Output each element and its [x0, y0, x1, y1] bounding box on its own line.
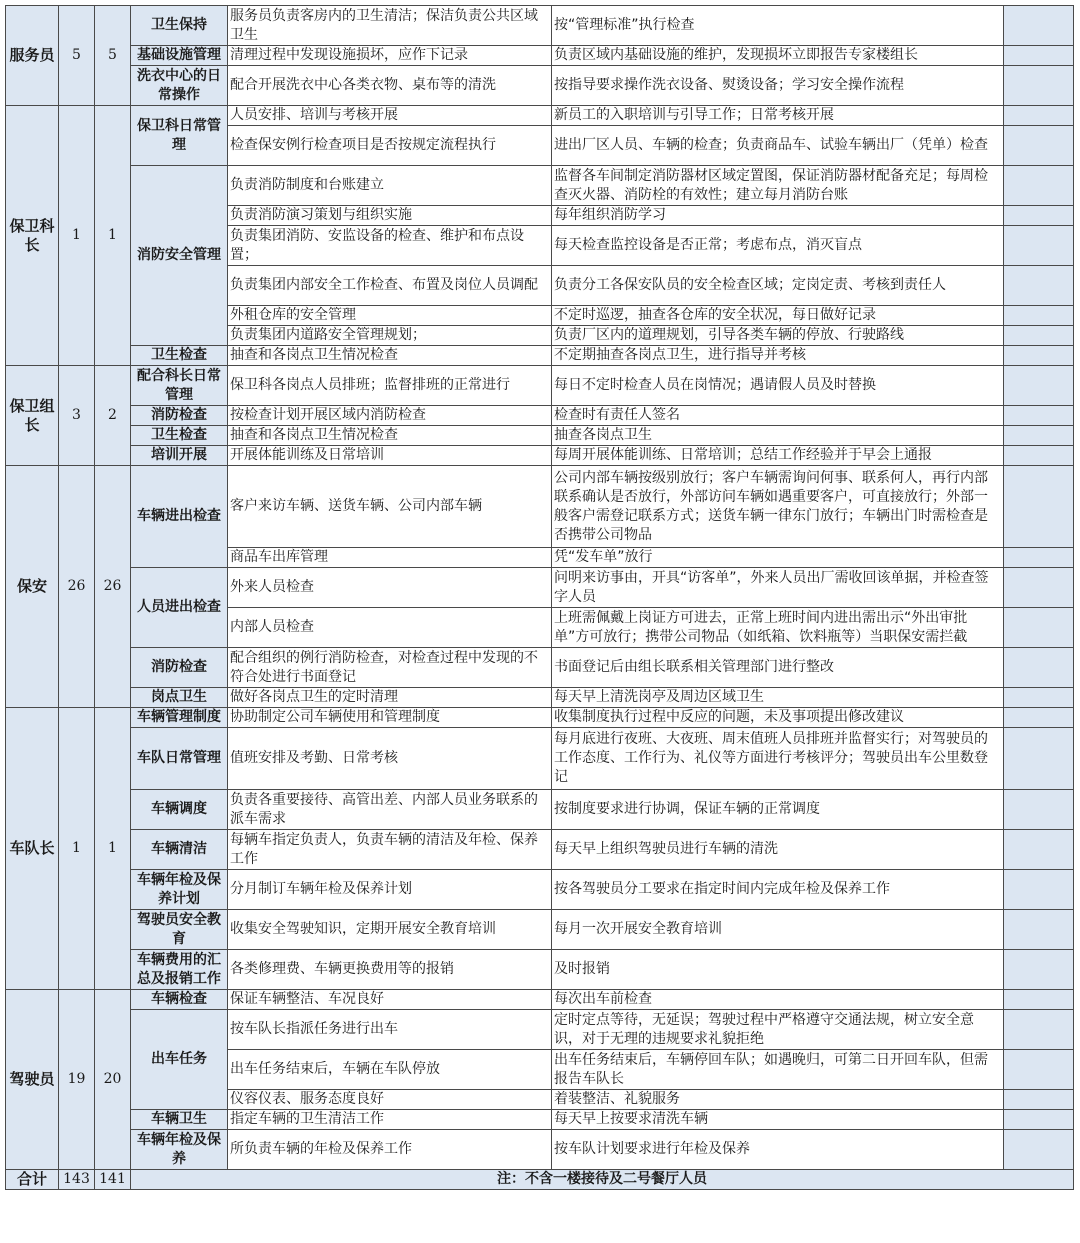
duty-category-cell: 消防检查 — [131, 406, 228, 426]
duty-task-cell: 出车任务结束后，车辆在车队停放 — [228, 1050, 552, 1090]
headcount-cell: 5 — [59, 6, 95, 106]
table-row — [6, 66, 1074, 106]
table-row — [6, 568, 1074, 608]
blank-cell — [1004, 206, 1074, 226]
duty-category-cell: 车辆检查 — [131, 990, 228, 1010]
blank-cell — [1004, 106, 1074, 126]
duty-task-cell: 检查保安例行检查项目是否按规定流程执行 — [228, 126, 552, 166]
table-row — [6, 446, 1074, 466]
blank-cell — [1004, 306, 1074, 326]
table-row — [6, 870, 1074, 910]
duty-category-cell: 出车任务 — [131, 1010, 228, 1110]
duty-task-cell: 清理过程中发现设施损坏，应作下记录 — [228, 46, 552, 66]
duty-standard-cell: 公司内部车辆按级别放行；客户车辆需询问何事、联系何人，再行内部联系确认是否放行，外部访问车辆如遇重要客户，可直接放行；外部一般客户需登记联系方式；送货车辆一律东门放行；车辆出门时需检查是否携带公司物品 — [552, 466, 1004, 548]
table-row — [6, 728, 1074, 790]
blank-cell — [1004, 366, 1074, 406]
table-row — [6, 346, 1074, 366]
blank-cell — [1004, 870, 1074, 910]
duty-standard-cell: 按“管理标准”执行检查 — [552, 6, 1004, 46]
blank-cell — [1004, 346, 1074, 366]
duty-task-cell: 负责消防制度和台账建立 — [228, 166, 552, 206]
blank-cell — [1004, 1110, 1074, 1130]
duty-standard-cell: 检查时有责任人签名 — [552, 406, 1004, 426]
table-row — [6, 166, 1074, 206]
headcount-cell: 3 — [59, 366, 95, 466]
duty-standard-cell: 每年组织消防学习 — [552, 206, 1004, 226]
duty-standard-cell: 不定时巡逻，抽查各仓库的安全状况，每日做好记录 — [552, 306, 1004, 326]
blank-cell — [1004, 6, 1074, 46]
duty-category-cell: 配合科长日常管理 — [131, 366, 228, 406]
duty-standard-cell: 不定期抽查各岗点卫生，进行指导并考核 — [552, 346, 1004, 366]
duty-category-cell: 车辆卫生 — [131, 1110, 228, 1130]
headcount-cell: 26 — [59, 466, 95, 708]
total-note: 注：不含一楼接待及二号餐厅人员 — [131, 1170, 1074, 1190]
role-cell: 保安 — [6, 466, 59, 708]
table-row — [6, 950, 1074, 990]
duty-category-cell: 车辆年检及保养计划 — [131, 870, 228, 910]
duty-standard-cell: 每日不定时检查人员在岗情况；遇请假人员及时替换 — [552, 366, 1004, 406]
blank-cell — [1004, 1130, 1074, 1170]
blank-cell — [1004, 166, 1074, 206]
duty-standard-cell: 每天检查监控设备是否正常；考虑布点，消灭盲点 — [552, 226, 1004, 266]
duty-task-cell: 按车队长指派任务进行出车 — [228, 1010, 552, 1050]
duty-category-cell: 卫生检查 — [131, 426, 228, 446]
duty-category-cell: 车辆管理制度 — [131, 708, 228, 728]
blank-cell — [1004, 608, 1074, 648]
duty-task-cell: 保卫科各岗点人员排班；监督排班的正常进行 — [228, 366, 552, 406]
table-row — [6, 366, 1074, 406]
duty-task-cell: 指定车辆的卫生清洁工作 — [228, 1110, 552, 1130]
total-headcount: 143 — [59, 1170, 95, 1190]
table-row — [6, 1010, 1074, 1050]
table-row — [6, 990, 1074, 1010]
blank-cell — [1004, 950, 1074, 990]
table-row — [6, 648, 1074, 688]
headcount-cell: 26 — [95, 466, 131, 708]
duty-standard-cell: 每周开展体能训练、日常培训；总结工作经验并于早会上通报 — [552, 446, 1004, 466]
duty-standard-cell: 新员工的入职培训与引导工作；日常考核开展 — [552, 106, 1004, 126]
duty-category-cell: 培训开展 — [131, 446, 228, 466]
duty-task-cell: 负责集团内部安全工作检查、布置及岗位人员调配 — [228, 266, 552, 306]
blank-cell — [1004, 46, 1074, 66]
table-row — [6, 1130, 1074, 1170]
duty-category-cell: 车辆调度 — [131, 790, 228, 830]
table-row — [6, 790, 1074, 830]
duty-task-cell: 客户来访车辆、送货车辆、公司内部车辆 — [228, 466, 552, 548]
blank-cell — [1004, 66, 1074, 106]
duty-category-cell: 车辆费用的汇总及报销工作 — [131, 950, 228, 990]
duty-standard-cell: 每次出车前检查 — [552, 990, 1004, 1010]
table-row — [6, 910, 1074, 950]
duty-category-cell: 保卫科日常管理 — [131, 106, 228, 166]
duty-standard-cell: 监督各车间制定消防器材区域定置图，保证消防器材配备充足；每周检查灭火器、消防栓的有效性；建立每月消防台账 — [552, 166, 1004, 206]
blank-cell — [1004, 266, 1074, 306]
total-headcount: 141 — [95, 1170, 131, 1190]
blank-cell — [1004, 446, 1074, 466]
headcount-cell: 1 — [95, 106, 131, 366]
blank-cell — [1004, 708, 1074, 728]
blank-cell — [1004, 830, 1074, 870]
duty-standard-cell: 按制度要求进行协调，保证车辆的正常调度 — [552, 790, 1004, 830]
duty-task-cell: 各类修理费、车辆更换费用等的报销 — [228, 950, 552, 990]
headcount-cell: 1 — [59, 708, 95, 990]
duty-task-cell: 所负责车辆的年检及保养工作 — [228, 1130, 552, 1170]
blank-cell — [1004, 126, 1074, 166]
table-row — [6, 688, 1074, 708]
duty-standard-cell: 着装整洁、礼貌服务 — [552, 1090, 1004, 1110]
role-cell: 服务员 — [6, 6, 59, 106]
blank-cell — [1004, 728, 1074, 790]
duty-standard-cell: 负责区域内基础设施的维护，发现损坏立即报告专家楼组长 — [552, 46, 1004, 66]
headcount-cell: 1 — [59, 106, 95, 366]
duty-task-cell: 服务员负责客房内的卫生清洁；保洁负责公共区域卫生 — [228, 6, 552, 46]
blank-cell — [1004, 326, 1074, 346]
blank-cell — [1004, 1010, 1074, 1050]
duty-task-cell: 每辆车指定负责人，负责车辆的清洁及年检、保养工作 — [228, 830, 552, 870]
duty-task-cell: 保证车辆整洁、车况良好 — [228, 990, 552, 1010]
duty-category-cell: 车队日常管理 — [131, 728, 228, 790]
table-row — [6, 46, 1074, 66]
duty-category-cell: 驾驶员安全教育 — [131, 910, 228, 950]
staff-duty-table — [5, 5, 1074, 1190]
duty-standard-cell: 上班需佩戴上岗证方可进去，正常上班时间内进出需出示“外出审批单”方可放行；携带公司物品（如纸箱、饮料瓶等）当职保安需拦截 — [552, 608, 1004, 648]
headcount-cell: 19 — [59, 990, 95, 1170]
headcount-cell: 20 — [95, 990, 131, 1170]
duty-standard-cell: 负责分工各保安队员的安全检查区域；定岗定责、考核到责任人 — [552, 266, 1004, 306]
table-row — [6, 830, 1074, 870]
blank-cell — [1004, 688, 1074, 708]
duty-task-cell: 外租仓库的安全管理 — [228, 306, 552, 326]
duty-category-cell: 基础设施管理 — [131, 46, 228, 66]
table-row — [6, 6, 1074, 46]
duty-standard-cell: 定时定点等待，无延误；驾驶过程中严格遵守交通法规，树立安全意识，对于无理的违规要求礼貌拒绝 — [552, 1010, 1004, 1050]
headcount-cell: 1 — [95, 708, 131, 990]
duty-task-cell: 分月制订车辆年检及保养计划 — [228, 870, 552, 910]
duty-standard-cell: 书面登记后由组长联系相关管理部门进行整改 — [552, 648, 1004, 688]
duty-standard-cell: 按指导要求操作洗衣设备、熨烫设备；学习安全操作流程 — [552, 66, 1004, 106]
duty-standard-cell: 每月底进行夜班、大夜班、周末值班人员排班并监督实行；对驾驶员的工作态度、工作行为、礼仪等方面进行考核评分；驾驶员出车公里数登记 — [552, 728, 1004, 790]
duty-standard-cell: 每天早上组织驾驶员进行车辆的清洗 — [552, 830, 1004, 870]
duty-task-cell: 负责消防演习策划与组织实施 — [228, 206, 552, 226]
duty-task-cell: 按检查计划开展区域内消防检查 — [228, 406, 552, 426]
blank-cell — [1004, 648, 1074, 688]
blank-cell — [1004, 406, 1074, 426]
table-row — [6, 1110, 1074, 1130]
duty-standard-cell: 按各驾驶员分工要求在指定时间内完成年检及保养工作 — [552, 870, 1004, 910]
duty-task-cell: 值班安排及考勤、日常考核 — [228, 728, 552, 790]
duty-category-cell: 洗衣中心的日常操作 — [131, 66, 228, 106]
duty-category-cell: 车辆清洁 — [131, 830, 228, 870]
role-cell: 保卫科长 — [6, 106, 59, 366]
duty-task-cell: 人员安排、培训与考核开展 — [228, 106, 552, 126]
blank-cell — [1004, 568, 1074, 608]
duty-standard-cell: 收集制度执行过程中反应的问题，未及事项提出修改建议 — [552, 708, 1004, 728]
total-row — [6, 1170, 1074, 1190]
duty-standard-cell: 抽查各岗点卫生 — [552, 426, 1004, 446]
duty-standard-cell: 进出厂区人员、车辆的检查；负责商品车、试验车辆出厂（凭单）检查 — [552, 126, 1004, 166]
duty-standard-cell: 按车队计划要求进行年检及保养 — [552, 1130, 1004, 1170]
duty-task-cell: 收集安全驾驶知识，定期开展安全教育培训 — [228, 910, 552, 950]
duty-category-cell: 卫生检查 — [131, 346, 228, 366]
duty-standard-cell: 问明来访事由，开具“访客单”，外来人员出厂需收回该单据，并检查签字人员 — [552, 568, 1004, 608]
duty-task-cell: 外来人员检查 — [228, 568, 552, 608]
duty-task-cell: 负责各重要接待、高管出差、内部人员业务联系的派车需求 — [228, 790, 552, 830]
table-row — [6, 106, 1074, 126]
duty-task-cell: 抽查和各岗点卫生情况检查 — [228, 346, 552, 366]
duty-task-cell: 商品车出库管理 — [228, 548, 552, 568]
duty-standard-cell: 凭“发车单”放行 — [552, 548, 1004, 568]
table-row — [6, 426, 1074, 446]
role-cell: 车队长 — [6, 708, 59, 990]
blank-cell — [1004, 226, 1074, 266]
duty-standard-cell: 每月一次开展安全教育培训 — [552, 910, 1004, 950]
role-cell: 保卫组长 — [6, 366, 59, 466]
duty-standard-cell: 每天早上按要求清洗车辆 — [552, 1110, 1004, 1130]
duty-category-cell: 车辆年检及保养 — [131, 1130, 228, 1170]
duty-task-cell: 仪容仪表、服务态度良好 — [228, 1090, 552, 1110]
duty-category-cell: 消防检查 — [131, 648, 228, 688]
duty-task-cell: 做好各岗点卫生的定时清理 — [228, 688, 552, 708]
duty-category-cell: 车辆进出检查 — [131, 466, 228, 568]
blank-cell — [1004, 910, 1074, 950]
table-row — [6, 466, 1074, 548]
blank-cell — [1004, 548, 1074, 568]
table-row — [6, 406, 1074, 426]
duty-task-cell: 抽查和各岗点卫生情况检查 — [228, 426, 552, 446]
duty-standard-cell: 负责厂区内的道理规划，引导各类车辆的停放、行驶路线 — [552, 326, 1004, 346]
blank-cell — [1004, 790, 1074, 830]
duty-category-cell: 人员进出检查 — [131, 568, 228, 648]
table-row — [6, 708, 1074, 728]
duty-task-cell: 开展体能训练及日常培训 — [228, 446, 552, 466]
blank-cell — [1004, 426, 1074, 446]
duty-standard-cell: 出车任务结束后，车辆停回车队；如遇晚归，可第二日开回车队，但需报告车队长 — [552, 1050, 1004, 1090]
blank-cell — [1004, 990, 1074, 1010]
headcount-cell: 2 — [95, 366, 131, 466]
duty-category-cell: 消防安全管理 — [131, 166, 228, 346]
role-cell: 驾驶员 — [6, 990, 59, 1170]
duty-task-cell: 配合组织的例行消防检查，对检查过程中发现的不符合处进行书面登记 — [228, 648, 552, 688]
duty-task-cell: 配合开展洗衣中心各类衣物、桌布等的清洗 — [228, 66, 552, 106]
headcount-cell: 5 — [95, 6, 131, 106]
blank-cell — [1004, 466, 1074, 548]
duty-standard-cell: 每天早上清洗岗亭及周边区域卫生 — [552, 688, 1004, 708]
duty-task-cell: 内部人员检查 — [228, 608, 552, 648]
duty-category-cell: 卫生保持 — [131, 6, 228, 46]
total-label: 合计 — [6, 1170, 59, 1190]
blank-cell — [1004, 1050, 1074, 1090]
duty-standard-cell: 及时报销 — [552, 950, 1004, 990]
duty-task-cell: 协助制定公司车辆使用和管理制度 — [228, 708, 552, 728]
duty-category-cell: 岗点卫生 — [131, 688, 228, 708]
duty-task-cell: 负责集团内道路安全管理规划； — [228, 326, 552, 346]
blank-cell — [1004, 1090, 1074, 1110]
duty-task-cell: 负责集团消防、安监设备的检查、维护和布点设置； — [228, 226, 552, 266]
